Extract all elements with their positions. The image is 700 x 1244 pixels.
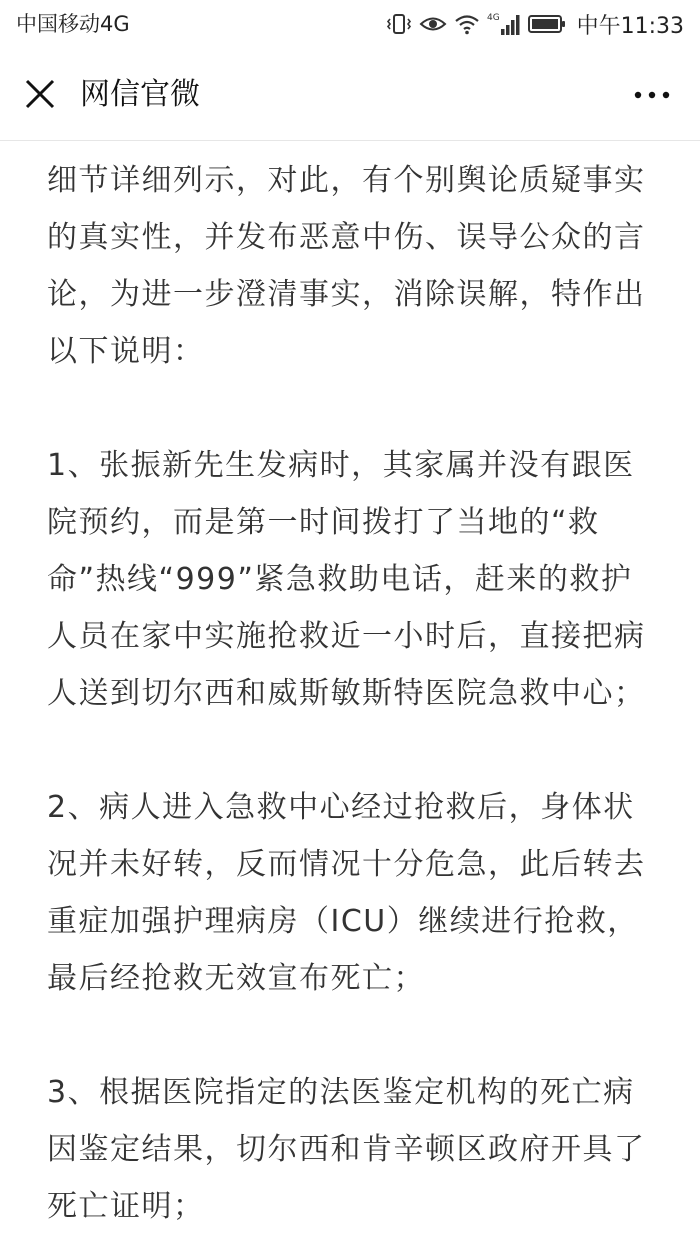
vibrate-icon	[386, 12, 412, 36]
battery-icon	[528, 13, 566, 35]
article-intro: 细节详细列示，对此，有个别舆论质疑事实的真实性，并发布恶意中伤、误导公众的言论，为进一步澄清事实，消除误解，特作出以下说明：	[47, 163, 646, 369]
more-icon	[630, 80, 674, 110]
network-badge: 4G	[486, 13, 500, 23]
eye-icon	[419, 13, 447, 35]
carrier-label: 中国移动4G	[16, 12, 130, 36]
article-item-2: 2、病人进入急救中心经过抢救后，身体状况并未好转，反而情况十分危急，此后转去重症加强护理病房（ICU）继续进行抢救，最后经抢救无效宣布死亡；	[47, 790, 646, 996]
page-title: 网信官微	[80, 77, 200, 112]
article-body	[47, 152, 657, 1235]
article-item-1: 1、张振新先生发病时，其家属并没有跟医院预约，而是第一时间拨打了当地的“救命”热线“999”紧急救助电话，赶来的救护人员在家中实施抢救近一小时后，直接把病人送到切尔西和威斯敏斯特医院急救中心；	[47, 448, 646, 711]
wifi-icon	[454, 13, 480, 35]
more-button[interactable]	[630, 80, 674, 110]
close-icon	[18, 72, 62, 116]
article-item-3: 3、根据医院指定的法医鉴定机构的死亡病因鉴定结果，切尔西和肯辛顿区政府开具了死亡证明；	[47, 1075, 646, 1224]
signal-icon	[487, 11, 521, 37]
status-bar	[0, 0, 700, 50]
close-button[interactable]	[18, 72, 62, 116]
status-icons	[386, 8, 684, 40]
clock: 中午11:33	[576, 13, 684, 39]
nav-bar	[0, 50, 700, 141]
